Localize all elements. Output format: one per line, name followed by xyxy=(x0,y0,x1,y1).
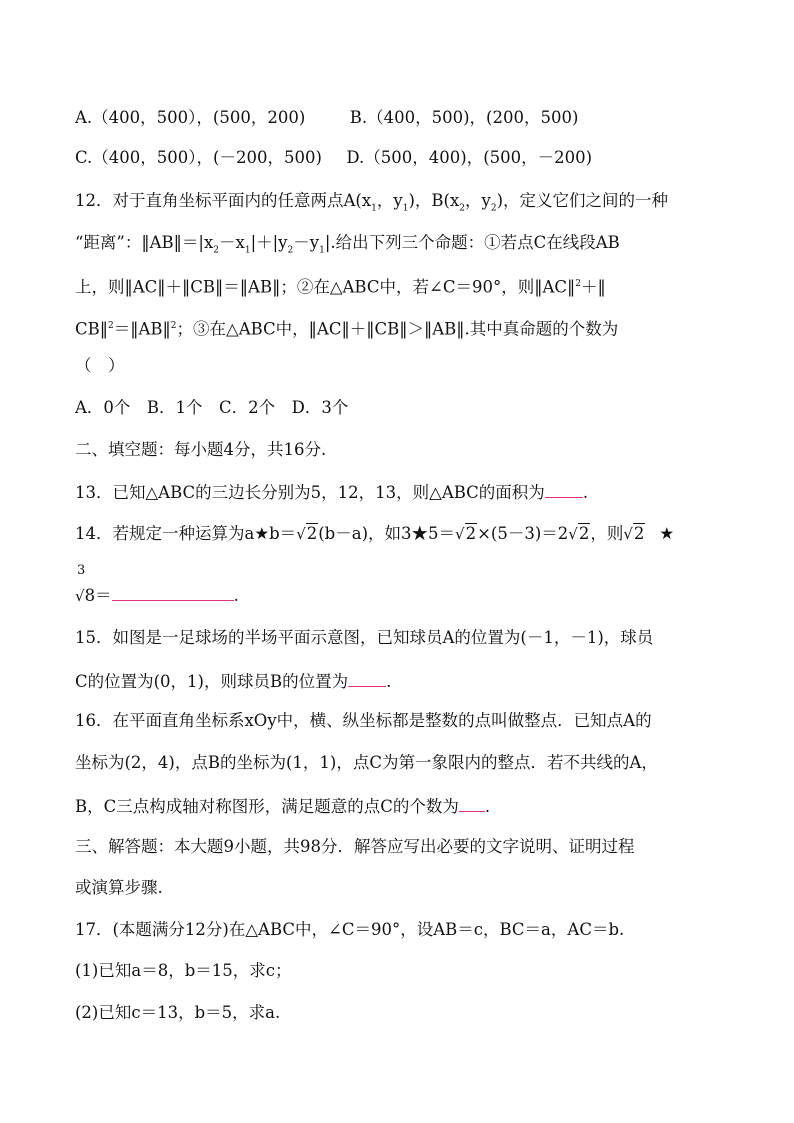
sub: 2 xyxy=(213,245,220,256)
q16-line3 xyxy=(75,795,490,817)
option-b: B.（400，500)，(200，500) xyxy=(349,108,579,127)
answer-blank[interactable] xyxy=(545,481,583,498)
q13 xyxy=(75,481,588,503)
q17-part2: (2)已知c＝13，b＝5，求a. xyxy=(75,1003,281,1022)
q17-stem: 17．(本题满分12分)在△ABC中，∠C＝90°，设AB＝c，BC＝a，AC＝b. xyxy=(75,920,625,939)
q12-text: “距离”：‖AB‖＝|x xyxy=(75,233,214,252)
q12-text: |＋|y xyxy=(250,233,288,252)
q12-text: CB‖ xyxy=(75,319,108,339)
q12-text: ＋‖ xyxy=(580,277,606,297)
q16-end: . xyxy=(484,797,491,816)
section-2-heading: 二、填空题：每小题4分，共16分. xyxy=(75,440,327,459)
q11-options-row2 xyxy=(75,148,592,168)
q14-end: . xyxy=(233,586,239,605)
q16-line2: 坐标为(2，4)，点B的坐标为(1，1)，点C为第一象限内的整点．若不共线的A， xyxy=(75,753,658,772)
q12-text: 12．对于直角坐标平面内的任意两点A(x xyxy=(75,191,372,210)
q13-end: . xyxy=(582,483,589,502)
q12-options: A．0个 B．1个 C．2个 D．3个 xyxy=(75,398,349,417)
section-3-heading: 三、解答题：本大题9小题，共98分．解答应写出必要的文字说明、证明过程 xyxy=(75,837,635,856)
q14-line1 xyxy=(75,524,674,544)
cube-root: √ xyxy=(75,587,85,605)
radicand: 2 xyxy=(465,524,477,543)
answer-blank[interactable] xyxy=(459,795,485,812)
sub: 2 xyxy=(287,245,294,256)
sqrt-2: √2 xyxy=(455,524,477,543)
q12-text: )，定义它们之间的一种 xyxy=(496,191,668,210)
q12-text: )，B(x xyxy=(408,191,460,210)
star-operator: ★ xyxy=(659,524,675,543)
q15-line2 xyxy=(75,670,391,692)
answer-blank[interactable] xyxy=(348,670,386,687)
q13-text: 13．已知△ABC的三边长分别为5，12，13，则△ABC的面积为 xyxy=(75,483,545,502)
q12-text: |.给出下列三个命题：①若点C在线段AB xyxy=(324,233,620,252)
radicand: 2 xyxy=(306,524,318,543)
q16-text: B，C三点构成轴对称图形，满足题意的点C的个数为 xyxy=(75,797,459,816)
q12-line1 xyxy=(75,191,668,218)
radicand: 2 xyxy=(633,524,645,543)
radicand: 2 xyxy=(578,524,590,543)
q16-line1: 16．在平面直角坐标系xOy中，横、纵坐标都是整数的点叫做整点．已知点A的 xyxy=(75,711,652,730)
q12-line3 xyxy=(75,274,606,298)
option-c: C.（400，500），(－200，500) xyxy=(75,148,322,167)
q15-end: . xyxy=(386,672,392,691)
sub: 2 xyxy=(459,203,465,214)
sup: 2 xyxy=(575,279,581,289)
q12-text: ＝‖AB‖ xyxy=(113,319,171,339)
q15-text: C的位置为(0，1)，则球员B的位置为 xyxy=(75,672,349,691)
sub: 1 xyxy=(371,203,377,214)
sub: 2 xyxy=(490,203,497,214)
cube-root-index: 3 xyxy=(77,563,86,578)
q12-text: －x xyxy=(219,233,245,252)
sup: 2 xyxy=(108,321,114,331)
q12-line4 xyxy=(75,316,618,340)
sqrt-2: √2 xyxy=(568,524,590,543)
q14-text: ，则 xyxy=(590,524,624,543)
sub: 1 xyxy=(319,245,325,256)
sub: 1 xyxy=(244,245,251,256)
sqrt-2: √2 xyxy=(296,524,318,543)
sub: 1 xyxy=(402,203,409,214)
q14-text: ×(5－3)＝2 xyxy=(477,524,569,543)
q12-text: 上，则‖AC‖＋‖CB‖＝‖AB‖；②在△ABC中，若∠C＝90°，则‖AC‖ xyxy=(75,277,576,297)
q12-text: ，y xyxy=(376,191,403,210)
q12-text: ；③在△ABC中，‖AC‖＋‖CB‖＞‖AB‖.其中真命题的个数为 xyxy=(176,319,619,339)
q14-text: (b－a)，如3★5＝ xyxy=(318,524,456,543)
q12-text: ，y xyxy=(465,191,491,210)
q14-text: 8＝ xyxy=(84,586,112,605)
sqrt-2: √2 xyxy=(623,524,645,543)
option-d: D.（500，400)，(500，－200) xyxy=(346,148,593,167)
q11-options-row1 xyxy=(75,108,578,128)
answer-blank[interactable] xyxy=(112,584,234,601)
q14-text: 14．若规定一种运算为a★b＝ xyxy=(75,524,297,543)
q14-line2 xyxy=(75,584,239,606)
sup: 2 xyxy=(170,321,177,331)
option-a: A.（400，500），(500，200) xyxy=(75,108,306,127)
q12-answer-paren: （ ） xyxy=(75,356,125,375)
section-3-heading-cont: 或演算步骤. xyxy=(75,878,163,897)
q12-line2 xyxy=(75,233,620,260)
q17-part1: (1)已知a＝8，b＝15，求c； xyxy=(75,961,292,980)
q12-text: －y xyxy=(293,233,320,252)
q15-line1: 15．如图是一足球场的半场平面示意图，已知球员A的位置为(－1，－1)，球员 xyxy=(75,628,654,647)
